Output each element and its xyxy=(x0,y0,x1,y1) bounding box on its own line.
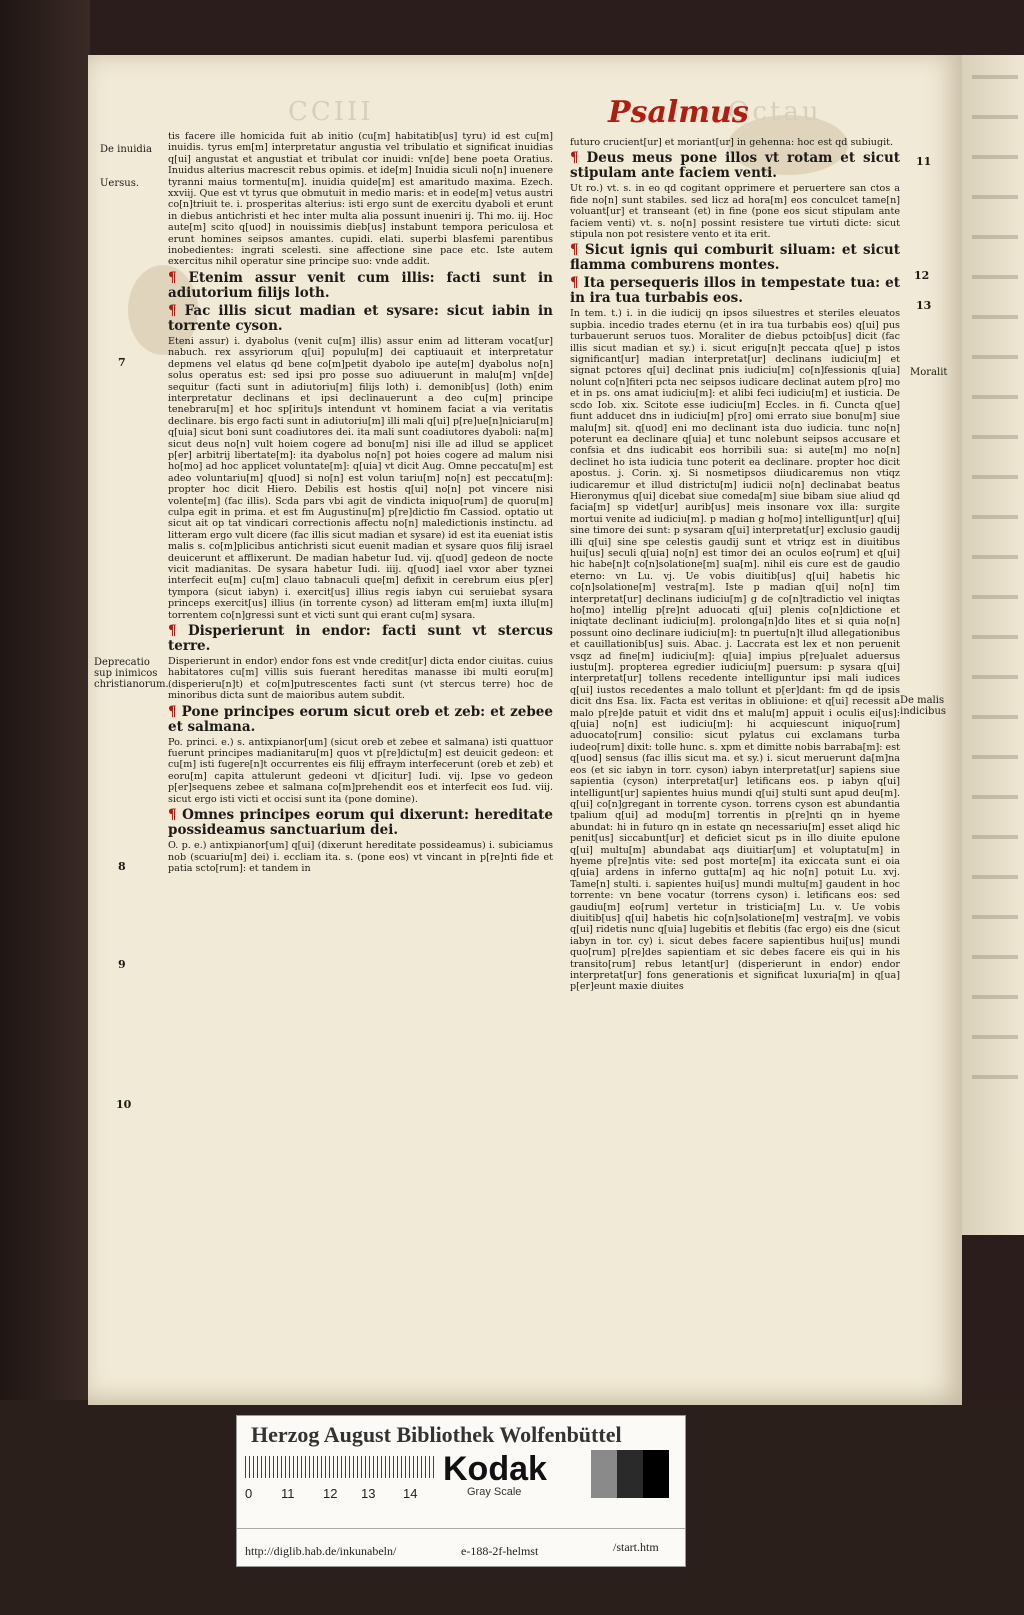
margin-note-versus: Uersus. xyxy=(100,178,140,189)
verse-line: ¶ Omnes principes eorum qui dixerunt: hereditate possideamus sanctuarium dei. xyxy=(168,807,553,839)
verse-number-12: 12 xyxy=(914,269,930,282)
commentary-paragraph: futuro crucient[ur] et moriant[ur] in gehenna: hoc est qd subiugit. xyxy=(570,137,894,148)
adjacent-page-edge xyxy=(958,55,1024,1235)
start-page-label: /start.htm xyxy=(613,1540,659,1554)
paragraph-mark-icon: ¶ xyxy=(570,242,585,259)
commentary-paragraph: Po. princi. e.) s. antixpianor[um] (sicut oreb et zebee et salmana) isti quattuor fuerunt principes madianitaru[m] quos vt p[re]dictu[m] est deuicit gedeon: et cu[m] isti fugere[n]t occurrentes eis filij effraym interfecerunt (oreb et zeb) et eoru[m] capita attulerunt gedeoni vt d[icitur] Iudi. vij. Ipse vo gedeon p[er]sequens zebee et salmana co[m]prehendit eos et interfecit eos Iud. viij. sicut ergo isti victi et occisi sunt ita (pone domine). xyxy=(168,736,553,805)
scale-number: 12 xyxy=(323,1486,338,1501)
verse-number-11: 11 xyxy=(916,155,932,168)
verse-line: ¶ Etenim assur venit cum illis: facti sunt in adiutorium filijs loth. xyxy=(168,269,553,301)
paragraph-mark-icon: ¶ xyxy=(168,703,182,720)
color-target xyxy=(236,1415,686,1567)
manuscript-page xyxy=(88,55,962,1405)
verse-line: ¶ Fac illis sicut madian et sysare: sicut iabin in torrente cyson. xyxy=(168,302,553,334)
margin-note-moralit: Moralit xyxy=(910,367,948,378)
paragraph-mark-icon: ¶ xyxy=(168,302,185,319)
commentary-paragraph: O. p. e.) antixpianor[um] q[ui] (dixerunt hereditate possideamus) i. subiciamus nob (scuariu[m] dei) i. eccliam ita. s. (pone eos) vt vincant in p[re]nti fide et patia scto[rum]: et tandem in xyxy=(168,840,553,874)
verse-number-10: 10 xyxy=(116,1098,132,1111)
verse-line: ¶ Ita persequeris illos in tempestate tua: et in ira tua turbabis eos. xyxy=(570,275,900,307)
dark-background-left xyxy=(0,0,90,1615)
scale-number: 13 xyxy=(361,1486,376,1501)
verse-line: ¶ Pone principes eorum sicut oreb et zeb: et zebee et salmana. xyxy=(168,703,553,735)
gray-swatch xyxy=(591,1450,617,1498)
margin-note-inuidia: De inuidia xyxy=(100,144,152,155)
gray-swatch xyxy=(617,1450,643,1498)
commentary-paragraph: Disperierunt in endor) endor fons est vnde credit[ur] dicta endor ciuitas. cuius habitatores cu[m] villis suis fuerant hereditas manasse ibi multi eoru[m] (disperieru[n]t) et co[m]putrescentes facti sunt (vt stercus terre) hoc de minoribus dicta sunt de maioribus autem subdit. xyxy=(168,656,553,702)
institution-name: Herzog August Bibliothek Wolfenbüttel xyxy=(251,1422,622,1447)
right-text-column xyxy=(570,137,900,993)
bleed-through-folio: CCIII xyxy=(288,97,374,127)
verse-line: ¶ Deus meus pone illos vt rotam et sicut stipulam ante faciem venti. xyxy=(570,150,900,182)
verse-number-8: 8 xyxy=(118,860,126,873)
paragraph-mark-icon: ¶ xyxy=(570,150,587,167)
divider xyxy=(237,1528,685,1529)
verse-number-9: 9 xyxy=(118,958,126,971)
paragraph-mark-icon: ¶ xyxy=(168,623,188,640)
verse-number-7: 7 xyxy=(118,356,126,369)
scale-number: 14 xyxy=(403,1486,418,1501)
paragraph-mark-icon: ¶ xyxy=(570,275,584,292)
verse-line: ¶ Disperierunt in endor: facti sunt vt stercus terre. xyxy=(168,623,553,655)
verse-line: ¶ Sicut ignis qui comburit siluam: et sicut flamma comburens montes. xyxy=(570,242,900,274)
library-url: http://diglib.hab.de/inkunabeln/ xyxy=(245,1544,397,1558)
measure-scale xyxy=(245,1456,435,1478)
commentary-paragraph: Eteni assur) i. dyabolus (venit cu[m] illis) assur enim ad litteram vocat[ur] nabuch. rex assyriorum q[ui] populu[m] dei captiuauit et interpretatur depmens vel elatus qd bene co[m]petit dyabolo ipe aute[m] dyabolus no[n] solus operatus est: sed ipsi pro posse suo adiuuerunt in malu[m] vn[de] sequitur (facti sunt in adiutoriu[m] filijs loth) i. demonib[us] (loth) enim interpretatur declinans et ipsi declinauerunt a deo cu[m] principe tenebraru[m] et hoc sp[iritu]s intendunt vt hominem faciat a via veritatis declinare. bis ergo facti sunt in adiutoriu[m] illi mali q[ui] p[re]ue[n]niciaru[m] q[uia] sicut boni sunt coadiutores dei. ita mali sunt coadiutores dyaboli: na[m] sicut deus no[n] vult hoiem cogere ad bonu[m] nisi ille ad illud se applicet p[er] arbitrij libertate[m]: ita dyabolus no[n] pot hoies cogere ad malum nisi ho[mo] ad hoc applicet voluntate[m]: q[uia] vt dicit Aug. Omne peccatu[m] est adeo voluntariu[m] q[uod] si no[n] est volun tariu[m] no[n] est peccatu[m]: propter hoc dicit Hiero. Debilis est hostis q[ui] no[n] pot vincere nisi volente[m] (fac illis). Scda pars vbi agit de vindicta iniquo[rum] de quoru[m] culpa egit in prima. et est fm Augustinu[m] p[re]dictio fm Cassiod. optatio ut sicut ait op tat vindicari correctionis affectu no[n] maledictionis instinctu. ad litteram ergo vult dicere (fac illis sicut madian et sysare) id est ita eueniat istis malis s. co[m]plicibus antichristi sicut euenit madian et sysare quos filij israel deuicerunt et afflixerunt. De madian habetur Iud. vij. q[uod] gedeon de nocte vicit madianitas. De sysara habetur Iudi. iiij. q[uod] iael vxor aber tyznei interfecit eu[m] cu[m] clauo tabnaculi que[m] defixit in cerebrum eius p[er] tympora (sicut iabyn) i. exercit[us] illius regis iabyn cui seruiebat sysara princeps exercit[us] illius (in torrente cyson) ad litteram em[m] iuxta illu[m] torrentem co[n]gressi sunt et victi sunt qui erant cu[m] sysara. xyxy=(168,335,553,621)
paragraph-mark-icon: ¶ xyxy=(168,269,189,286)
bleed-through-heading: Octau xyxy=(728,97,822,127)
gray-scale-label: Gray Scale xyxy=(467,1486,522,1498)
margin-note-deprecatio: Deprecatio sup inimicos christianorum. xyxy=(94,657,169,690)
gray-swatch xyxy=(643,1450,669,1498)
scale-number: 11 xyxy=(281,1486,295,1501)
paragraph-mark-icon: ¶ xyxy=(168,807,183,824)
kodak-logo: Kodak xyxy=(443,1450,547,1488)
commentary-paragraph: tis facere ille homicida fuit ab initio (cu[m] habitatib[us] tyru) id est cu[m] inuidis. tyrus em[m] interpretatur angustia vel tribulatio et significat inuidias q[ui] angustat et angustiat et tribulat cor inuidi: vn[de] bene poeta Oratius. Inuidus alterius macrescit rebus opimis. et ide[m] Inuidia siculi no[n] inuenere tyranni maius tormentu[m]. inuidia quide[m] est amaritudo maxima. Ezech. xxviij. Que est vt tyrus que obmutuit in medio maris: et in eode[m] vetus austri co[n]triuit te. i. prosperitas alterius: isti ergo sunt de exercitu dyaboli et erunt in diebus antichristi et hec inter multa alia possunt inueniri ij. Thi mo. iij. Hoc aute[m] scito q[uod] in nouissimis dieb[us] instabunt tempora periculosa et erunt homines seipsos amantes. cupidi. elati. superbi blasfemi parentibus inobedientes: ingrati scelesti. sine affectione sine pace etc. Iste autem exercitus nihil operatur sine principe suo: vnde addit. xyxy=(168,131,553,268)
page-title: Psalmus xyxy=(608,95,749,130)
commentary-paragraph: In tem. t.) i. in die iudicij qn ipsos siluestres et steriles eleuatos supbia. incedio trades eternu (et in ira tua turbabis eos) q[ui] pus turbauerunt seruos tuos. Moraliter de diebus pctoib[us] dicit (fac illis sicut madian et sy.) i. sicut erigu[n]t peccata q[ue] p istos significant[ur] madian interpretat[ur] declinans iudiciu[m] et signat pctores q[ui] declinat pnis iudiciu[m] co[n]fessionis q[uia] nolunt co[n]fiteri pcta nec seipsos iudicare declinat autem p[ro] mo et in ps. ons amat iudiciu[m]: et alibi feci iudiciu[m] et iusticia. De scdo Iob. xix. Scitote esse iudiciu[m] Eccles. in fi. Cuncta q[ue] fiunt adducet dns in iudiciu[m] p[ro] omi errato siue bonu[m] siue malu[m] sit. q[uod] eni mo declinant ista duo iudicia. tunc no[n] poterunt ea declinare q[uia] et tunc nolebunt seipsos accusare et confsia et dns iudicabit eos horribili sua: si aute[m] mo no[n] declinet ho ista iudicia tunc poterit ea declinare. propter hoc dicit apostus. j. Corin. xj. Si nosmetipsos diiudicaremus non vtiqz iudicaremur et illud districtu[m] iudicii no[n] declinabat beatus Hieronymus q[ui] dicebat siue comeda[m] siue bibam siue aliud qd facia[m] sp videt[ur] aurib[us] meis insonare vox illa: surgite mortui venite ad iudiciu[m]. p madian g ho[mo] intelligunt[ur] q[ui] sine timore dei sunt: p sysaram q[ui] interpretat[ur] exclusio gaudij illi q[ui] sine spe celestis gaudij sunt et vtriqz est in diuitibus hui[us] seculi q[uia] no[n] est timor dei an oculos eo[rum] et q[ui] hic habe[n]t co[n]solatione[m] sua[m]. nihil eis cure est de gaudio eterno: vn Lu. vj. Ue vobis diuitib[us] q[ui] habetis hic co[n]solatione[m] vestra[m]. Iste p madian q[ui] no[n] tim interpretat[ur] declinans iudiciu[m] g de co[n]tradictio vel iniqtas ho[mo] intellig p[re]nt aduocati q[ui] plenis co[n]dictione et iniqtate declinant iudiciu[m]. prolonga[n]do lites et si quia no[n] possunt oino declinare iudiciu[m]: tn puertu[n]t illud allegationibus et cauillationib[us] suis. Abac. j. Laccrata est lex et non peruenit vsqz ad fine[m] iudiciu[m]: q[uia] impius p[re]ualet aduersus iustu[m]. propterea egredier iudiciu[m] puersum: p sysara q[ui] interpretat[ur] tollens recedente intelliguntur ipsi mali iudices q[ui] iustos recedentes a malo tollunt et p[er]dant: fm qd de ipsis dicit dns Esa. lix. Facta est veritas in obliuione: et q[ui] recessit a malo p[re]de patuit et vidit dns et malu[m] appuit i oculis ei[us]: q[uia] no[n] est iudiciu[m]: hi acquiescunt iniquo[rum] aduocato[rum] consilio: sicut pylatus cui exclamans turba iudeo[rum] dixit: tolle hunc. s. xpm et dimitte nobis barraba[m]: est q[uod] sensus (fac illis sicut ma. et sy.) i. sicut meruerunt da[m]na eos (et sic iabyn in torr. cyson) iabyn interpretat[ur] sapiens siue sapientia (cyson) interpretat[ur] letificans eos. p iabyn q[ui] intelligunt[ur] sapientes huius mundi q[ui] stulti sunt apud deu[m]. q[ui] co[n]gregant in torrente cyson. torrens cyson est abundantia tpalium q[ui] ad modu[m] torrentis in p[re]nti qn in hyeme abundat: hi in futuro qn in estate qn necessariu[m] esset aliqd hic penit[us] siccabunt[ur] et deficiet sicut ps in illo diuite epulone q[ui] multu[m] abundabat aqs diuitiar[um] et voluptatu[m] in hyeme p[re]ntis vite: sed post morte[m] ita exiccata sunt ei oia q[uia] ardens in inferno gutta[m] aq hic no[n] potuit Lu. xvj. Tame[n] stulti. i. sapientes hui[us] mundi multu[m] gaudent in hoc torrente: vn bene vocatur (torrens cyson) i. letificans eos: sed gaudiu[m] eo[rum] vertetur in tristicia[m] Lu. v. Ue vobis diuitib[us] q[ui] habetis hic co[n]solatione[m] vestra[m]. ve vobis q[ui] ridetis nunc q[uia] lugebitis et flebitis (fac ergo) eis dne (sicut iabyn in tor. cy) i. sicut debes facere sapientibus hui[us] mundi quo[rum] p[re]des sapientiam et sic debes facere eis qui in his transito[rum] rebus letant[ur] (disperierunt in endor) endor interpretat[ur] fons generationis et significat luxuria[m] in q[ua] p[er]eunt maxie diuites xyxy=(570,308,900,993)
shelfmark-label: e-188-2f-helmst xyxy=(461,1544,539,1558)
left-text-column xyxy=(168,131,553,874)
margin-note-de-malis: De malis indicibus xyxy=(900,695,947,717)
scale-number: 0 xyxy=(245,1486,253,1501)
verse-number-13: 13 xyxy=(916,299,932,312)
commentary-paragraph: Ut ro.) vt. s. in eo qd cogitant opprimere et peruertere san ctos a fide no[n] sunt stabiles. sed licz ad hora[m] eos conculcet tame[n] voluant[ur] et transeant (et) in fine (pone eos sicut stipulam ante faciem venti) vt. s. no[n] possint resistere tue virtuti dicte: sicut stipula non pot resistere vento et ita erit. xyxy=(570,183,900,241)
